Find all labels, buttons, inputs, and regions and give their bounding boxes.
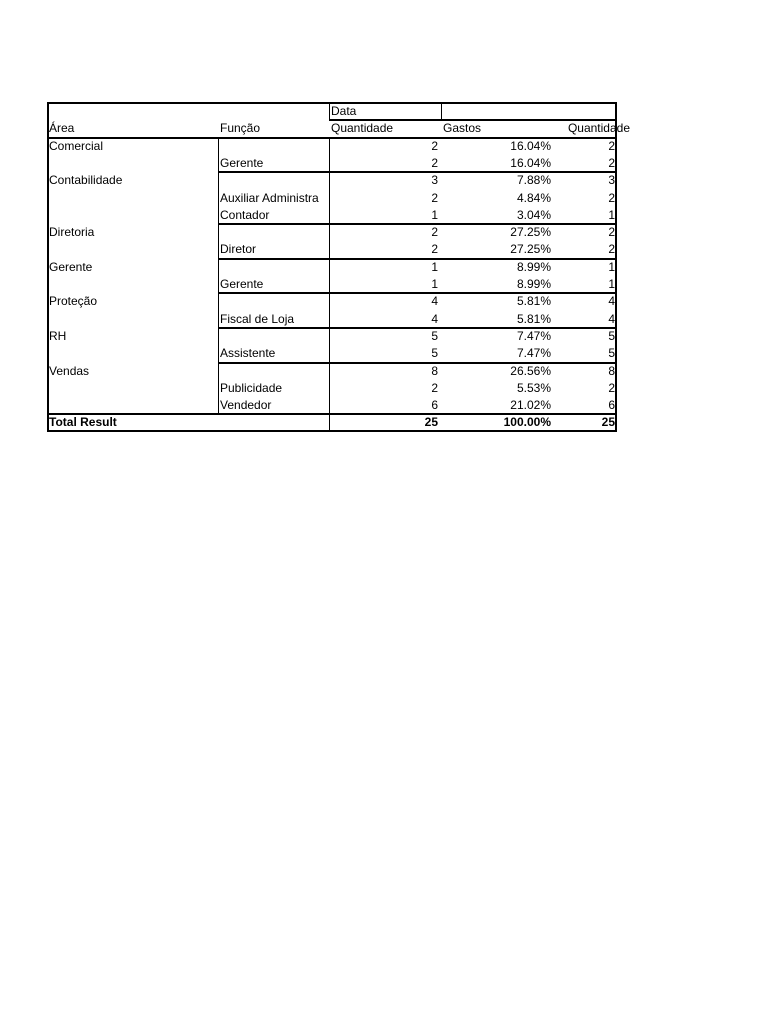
funcao-col-divider [218,137,219,414]
col-header-area[interactable]: Área [49,121,75,136]
table-row-quantidade[interactable]: 8 [431,363,438,378]
total-quantidade[interactable]: 25 [424,415,438,430]
table-row-area[interactable]: Vendas [49,363,90,378]
data-header-label[interactable]: Data [331,104,357,118]
header-divider-1 [329,119,617,121]
group-divider [218,327,617,329]
table-row-funcao[interactable]: Contador [220,207,270,222]
table-row-funcao[interactable]: Fiscal de Loja [220,311,295,326]
table-row-quantidade-2[interactable]: 1 [608,207,615,222]
data-col-divider [329,102,330,119]
table-row-funcao[interactable]: Publicidade [220,380,283,395]
table-row-quantidade-2[interactable]: 5 [608,346,615,361]
table-row-quantidade-2[interactable]: 5 [608,328,615,343]
table-row-gastos[interactable]: 7.47% [516,346,551,361]
table-row-area[interactable]: Contabilidade [49,173,123,188]
quantidade-col-divider [329,137,330,431]
col-header-funcao[interactable]: Função [220,121,261,136]
table-row-gastos[interactable]: 3.04% [516,207,551,222]
total-quantidade-2[interactable]: 25 [601,415,615,430]
table-row-quantidade[interactable]: 2 [431,155,438,170]
table-row-gastos[interactable]: 26.56% [510,363,551,378]
table-row-quantidade[interactable]: 1 [431,277,438,291]
total-label[interactable]: Total Result [49,415,117,430]
total-gastos[interactable]: 100.00% [503,415,551,430]
table-row-gastos[interactable]: 21.02% [510,398,551,413]
table-row-gastos[interactable]: 7.88% [516,173,551,188]
table-row-quantidade-2[interactable]: 2 [608,380,615,395]
table-row-funcao[interactable]: Diretor [220,242,257,257]
table-row-area[interactable]: Diretoria [49,225,95,240]
table-row-gastos[interactable]: 4.84% [516,190,551,205]
table-row-quantidade[interactable]: 2 [431,225,438,240]
table-row-quantidade[interactable]: 2 [431,190,438,205]
table-row-gastos[interactable]: 16.04% [510,138,551,153]
group-divider [218,258,617,260]
table-row-gastos[interactable]: 5.81% [516,311,551,326]
col-header-gastos[interactable]: Gastos [443,121,482,136]
group-divider [218,171,617,173]
group-divider [218,362,617,364]
table-row-funcao[interactable]: Vendedor [220,398,272,413]
table-row-funcao[interactable]: Gerente [220,155,264,170]
table-row-quantidade-2[interactable]: 2 [608,242,615,257]
table-row-quantidade-2[interactable]: 8 [608,363,615,378]
pivot-table [47,102,630,433]
table-row-gastos[interactable]: 8.99% [516,259,551,274]
group-divider [218,223,617,225]
table-row-area[interactable]: Proteção [49,294,98,309]
table-row-quantidade[interactable]: 2 [431,242,438,257]
table-row-quantidade[interactable]: 1 [431,207,438,222]
col-header-quantidade[interactable]: Quantidade [331,121,394,136]
table-row-gastos[interactable]: 27.25% [510,242,551,257]
table-outer-border [47,102,617,432]
table-row-funcao[interactable]: Gerente [220,277,264,291]
table-row-quantidade-2[interactable]: 2 [608,138,615,153]
table-row-quantidade-2[interactable]: 1 [608,259,615,274]
table-row-gastos[interactable]: 7.47% [516,328,551,343]
table-row-funcao[interactable]: Auxiliar Administra [220,190,319,205]
table-row-gastos[interactable]: 27.25% [510,225,551,240]
table-row-area[interactable]: Comercial [49,138,104,153]
header-divider-2 [47,137,617,139]
table-row-quantidade[interactable]: 4 [431,294,438,309]
table-row-quantidade[interactable]: 5 [431,328,438,343]
table-row-quantidade[interactable]: 4 [431,311,438,326]
table-row-quantidade-2[interactable]: 3 [608,173,615,188]
col-header-quantidade-2[interactable]: Quantidade [567,121,630,136]
table-row-funcao[interactable]: Assistente [220,346,276,361]
table-row-area[interactable]: RH [49,328,67,343]
table-row-gastos[interactable]: 8.99% [516,277,551,291]
table-row-quantidade[interactable]: 3 [431,173,438,188]
table-row-quantidade[interactable]: 6 [431,398,438,413]
table-row-gastos[interactable]: 5.81% [516,294,551,309]
table-row-quantidade[interactable]: 1 [431,259,438,274]
table-row-quantidade-2[interactable]: 4 [608,311,615,326]
table-row-quantidade-2[interactable]: 2 [608,225,615,240]
total-divider [47,413,617,415]
table-row-quantidade-2[interactable]: 6 [608,398,615,413]
table-row-quantidade[interactable]: 5 [431,346,438,361]
table-row-quantidade[interactable]: 2 [431,380,438,395]
group-divider [218,292,617,294]
table-row-quantidade-2[interactable]: 2 [608,155,615,170]
table-row-gastos[interactable]: 16.04% [510,155,551,170]
data-col-divider-2 [441,102,442,119]
table-row-quantidade-2[interactable]: 4 [608,294,615,309]
table-row-gastos[interactable]: 5.53% [516,380,551,395]
table-row-quantidade[interactable]: 2 [431,138,438,153]
table-row-quantidade-2[interactable]: 1 [608,277,615,291]
table-row-quantidade-2[interactable]: 2 [608,190,615,205]
table-row-area[interactable]: Gerente [49,259,93,274]
